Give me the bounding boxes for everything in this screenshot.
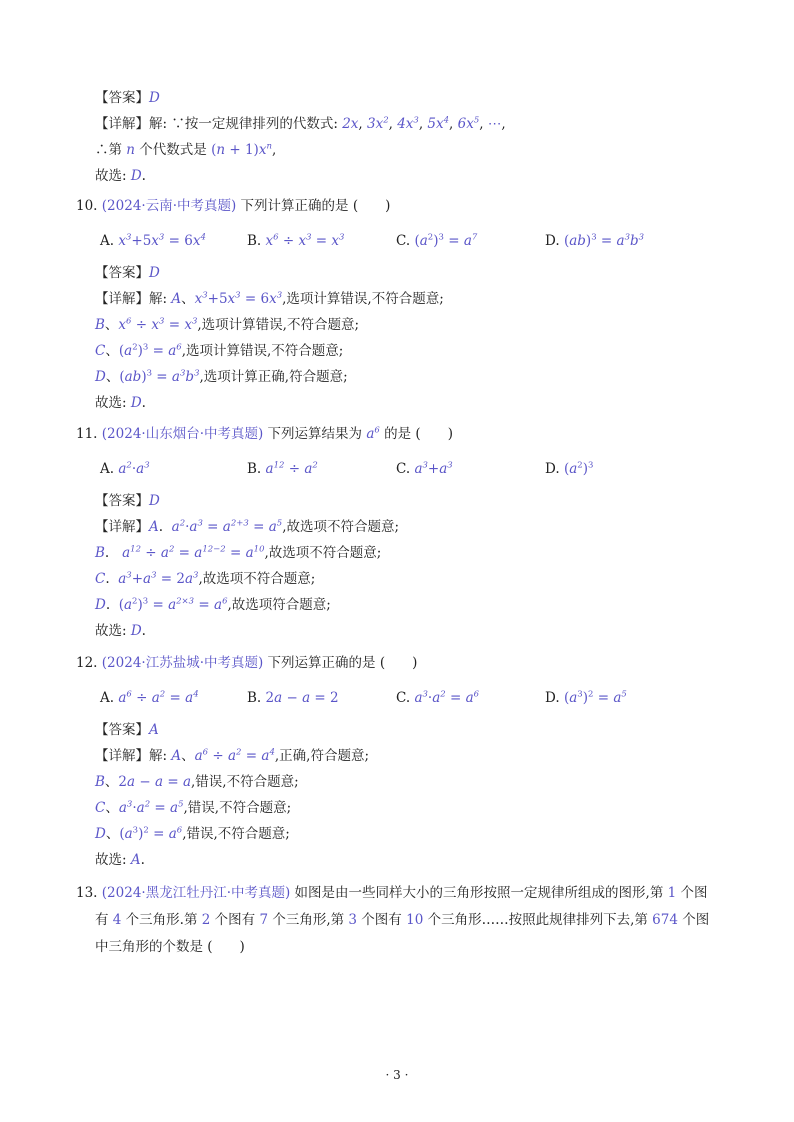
q12-option-a: A. $a^6 \div a^2 = a^4$	[100, 689, 199, 706]
q12-select-line: 故选: A.	[95, 852, 145, 868]
q11-select-line: 故选: D.	[95, 623, 146, 639]
q11-answer-line: 【答案】D	[95, 493, 160, 509]
q11-stem: 11. (2024·山东烟台·中考真题) 下列运算结果为 $a^6$ 的是 ( )	[76, 425, 453, 442]
q11-expl-b: B. $a^{12} \div a^2 = a^{12-2} = a^{10}$,故选项不符合题意;	[95, 544, 382, 561]
question-number: 10.	[76, 198, 98, 214]
q10-stem: 10. (2024·云南·中考真题) 下列计算正确的是 ( )	[76, 198, 391, 214]
q12-expl-b: B、2a − a = a,错误,不符合题意;	[95, 774, 299, 790]
q13-stem-line1: 13. (2024·黑龙江牡丹江·中考真题) 如图是由一些同样大小的三角形按照一定规律所组成的图形,第 1 个图	[76, 885, 708, 901]
q10-option-c: C. $(a^2)^3 = a^7$	[396, 232, 478, 249]
answer-label: 【答案】	[95, 90, 149, 106]
q11-option-c: C. $a^3+a^3$	[396, 460, 453, 477]
q12-expl-a: 【详解】解: A、$a^6 \div a^2 = a^4$,正确,符合题意;	[95, 747, 369, 764]
q9-explanation-line2: ∴第 n 个代数式是 $(n + 1)x^n$,	[95, 141, 277, 158]
q10-option-a: A. $x^3+5x^3 = 6x^4$	[100, 232, 206, 249]
q9-answer-line	[95, 88, 160, 108]
q11-option-b: B. $a^{12} \div a^2$	[247, 460, 318, 477]
general-term: $(n + 1)x^n$	[211, 141, 272, 158]
answer-value: D	[149, 90, 160, 106]
q11-option-d: D. $(a^2)^3$	[545, 460, 594, 477]
q12-option-b: B. 2a − a = 2	[247, 690, 339, 706]
q13-stem-line2: 有 4 个三角形.第 2 个图有 7 个三角形,第 3 个图有 10 个三角形……按照此规律排列下去,第 674 个图	[95, 912, 710, 928]
explanation-label: 【详解】	[95, 116, 149, 132]
q9-select-line: 故选: D.	[95, 168, 146, 184]
q12-option-c: C. $a^3\cdot a^2 = a^6$	[396, 689, 480, 706]
q12-expl-d: D、$(a^3)^2 = a^6$,错误,不符合题意;	[95, 825, 290, 842]
q9-explanation-line1: 【详解】解: ∵按一定规律排列的代数式: 2x, $3x^2$, $4x^3$, $5x^4$, $6x^5$, ⋯,	[95, 115, 506, 132]
q12-expl-c: C、$a^3\cdot a^2 = a^5$,错误,不符合题意;	[95, 799, 292, 816]
q11-expl-c: C. $a^3+a^3 = 2a^3$,故选项不符合题意;	[95, 570, 316, 587]
q10-expl-d: D、$(ab)^3 = a^3b^3$,选项计算正确,符合题意;	[95, 368, 348, 385]
q10-expl-a: 【详解】解: A、$x^3+5x^3 = 6x^3$,选项计算错误,不符合题意;	[95, 290, 444, 307]
q12-answer-line: 【答案】A	[95, 722, 159, 738]
q13-stem-line3: 中三角形的个数是 ( )	[95, 939, 245, 955]
q10-option-d: D. $(ab)^3 = a^3b^3$	[545, 232, 645, 249]
sequence-expression: 2x	[342, 116, 359, 132]
question-source: (2024·云南·中考真题)	[101, 198, 237, 214]
q11-expl-d: D. $(a^2)^3 = a^{2\times 3} = a^6$,故选项符合题意;	[95, 596, 331, 613]
q10-option-b: B. $x^6 \div x^3 = x^3$	[247, 232, 345, 249]
page-number: · 3 ·	[385, 1068, 409, 1082]
q10-select-line: 故选: D.	[95, 395, 146, 411]
q11-expl-a: 【详解】A. $a^2\cdot a^3 = a^{2+3} = a^5$,故选项不符合题意;	[95, 518, 400, 535]
q12-stem: 12. (2024·江苏盐城·中考真题) 下列运算正确的是 ( )	[76, 655, 418, 671]
q10-expl-b: B、$x^6 \div x^3 = x^3$,选项计算错误,不符合题意;	[95, 316, 360, 333]
q11-option-a: A. $a^2\cdot a^3$	[100, 460, 150, 477]
q10-answer-line: 【答案】D	[95, 265, 160, 281]
q10-expl-c: C、$(a^2)^3 = a^6$,选项计算错误,不符合题意;	[95, 342, 344, 359]
q12-option-d: D. $(a^3)^2 = a^5$	[545, 689, 627, 706]
